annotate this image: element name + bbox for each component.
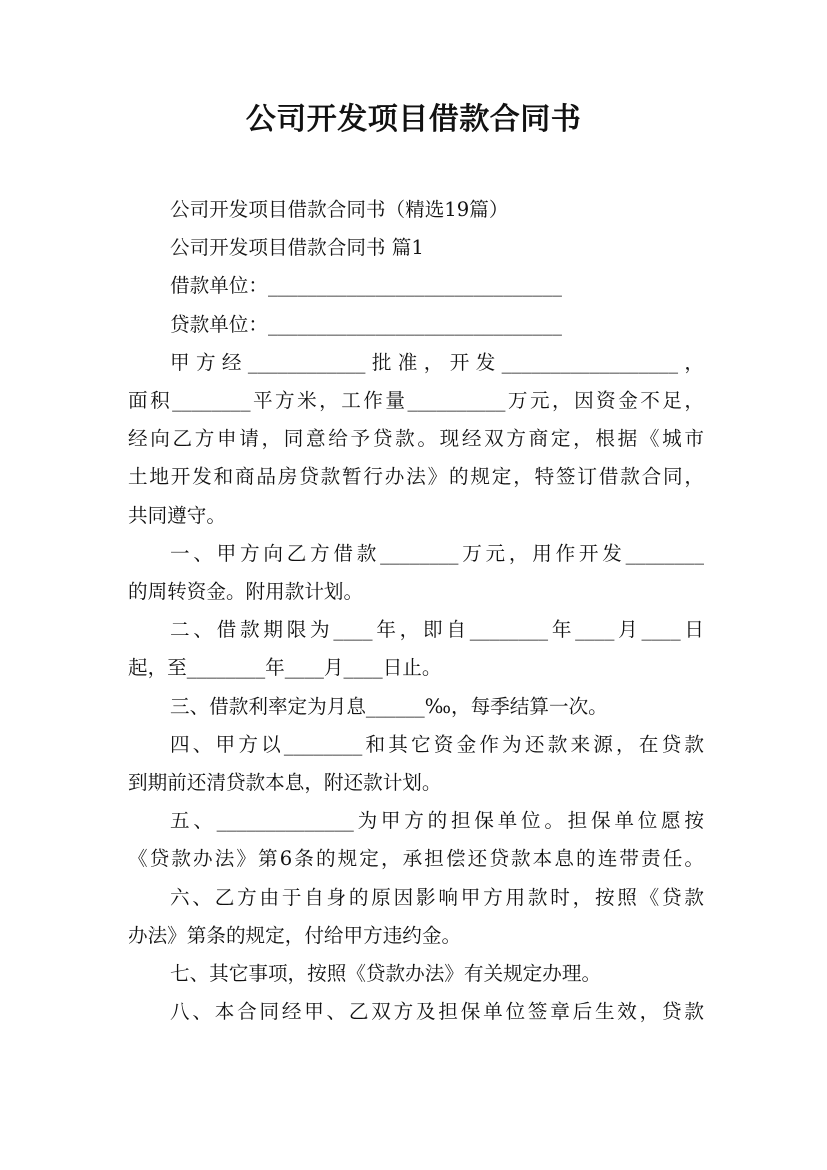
doc-line-14: 三、借款利率定为月息______‰，每季结算一次。 <box>170 694 608 718</box>
doc-line-7: 经向乙方申请，同意给予贷款。现经双方商定，根据《城市 <box>128 427 704 451</box>
doc-line-1: 公司开发项目借款合同书（精选19篇） <box>170 198 509 221</box>
doc-line-22: 八、本合同经甲、乙双方及担保单位签章后生效，贷款 <box>170 1000 704 1024</box>
doc-line-4: 贷款单位：______________________________ <box>170 312 562 336</box>
doc-line-12: 二、借款期限为____年，即自________年____月____日 <box>170 618 704 642</box>
doc-line-19: 六、乙方由于自身的原因影响甲方用款时，按照《贷款 <box>170 885 704 909</box>
doc-line-15: 四、甲方以________和其它资金作为还款来源，在贷款 <box>170 732 704 756</box>
doc-line-18: 《贷款办法》第6条的规定，承担偿还贷款本息的连带责任。 <box>128 847 704 871</box>
doc-line-3: 借款单位：______________________________ <box>170 274 562 298</box>
doc-line-5: 甲方经____________批准，开发__________________， <box>170 350 704 374</box>
document-title: 公司开发项目借款合同书 <box>245 102 582 137</box>
doc-line-21: 七、其它事项，按照《贷款办法》有关规定办理。 <box>170 962 602 986</box>
doc-line-11: 的周转资金。附用款计划。 <box>128 580 364 604</box>
doc-line-9: 共同遵守。 <box>128 503 226 527</box>
doc-line-17: 五、______________为甲方的担保单位。担保单位愿按 <box>170 809 704 833</box>
document-body <box>128 191 704 1031</box>
doc-line-2: 公司开发项目借款合同书 篇1 <box>170 236 424 260</box>
doc-line-16: 到期前还清贷款本息，附还款计划。 <box>128 771 442 795</box>
doc-line-10: 一、甲方向乙方借款________万元，用作开发________ <box>170 541 704 565</box>
doc-line-6: 面积________平方米，工作量__________万元，因资金不足， <box>128 389 704 413</box>
doc-line-20: 办法》第条的规定，付给甲方违约金。 <box>128 923 462 947</box>
doc-line-8: 土地开发和商品房贷款暂行办法》的规定，特签订借款合同， <box>128 465 704 489</box>
doc-line-13: 起，至________年____月____日止。 <box>128 656 442 680</box>
